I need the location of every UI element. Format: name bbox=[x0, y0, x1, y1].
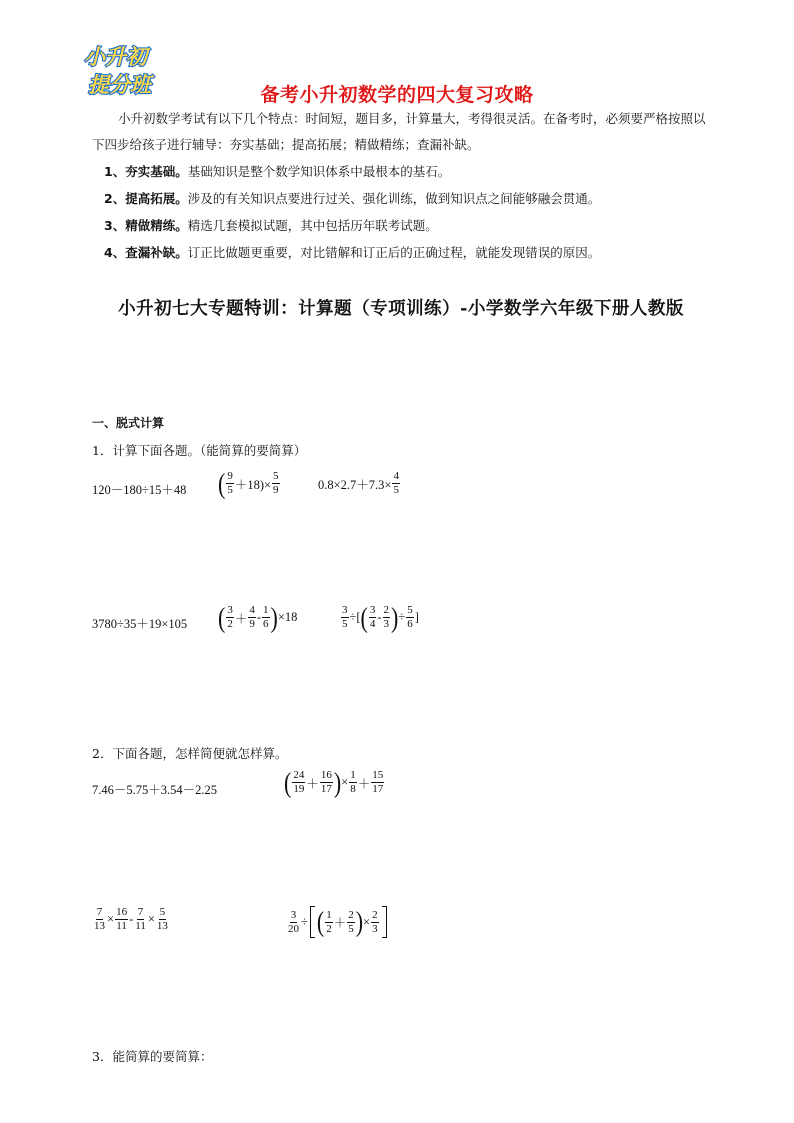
tip-body: 涉及的有关知识点要进行过关、强化训练，做到知识点之间能够融会贯通。 bbox=[187, 191, 601, 206]
tip-body: 订正比做题更重要，对比错解和订正后的正确过程，就能发现错误的原因。 bbox=[187, 245, 601, 260]
tip-head: 4、查漏补缺。 bbox=[104, 245, 188, 260]
tip-head: 2、提高拓展。 bbox=[104, 191, 188, 206]
intro-paragraph bbox=[92, 106, 710, 158]
question-1: 1．计算下面各题。（能简算的要简算） bbox=[92, 443, 307, 458]
expr-4: 3780÷35＋19×105 bbox=[92, 617, 188, 631]
tip-body: 基础知识是整个数学知识体系中最根本的基石。 bbox=[187, 164, 451, 179]
tip-head: 3、精做精练。 bbox=[104, 218, 188, 233]
tip-item-4 bbox=[104, 240, 600, 266]
expr-9: $\frac{7}{13}$ × $\frac{16}{11}$ - $\frac{7}{11}$ × $\frac{5}{13}$ bbox=[94, 906, 168, 932]
question-3: 3．能简算的要简算： bbox=[92, 1049, 213, 1064]
tip-body: 精选几套模拟试题，其中包括历年联考试题。 bbox=[187, 218, 438, 233]
question-2: 2．下面各题，怎样简便就怎样算。 bbox=[92, 746, 288, 761]
section-title: 一、脱式计算 bbox=[92, 416, 165, 430]
expr-6: $\frac{3}{5}$ ÷[ ( 3 4 - 2 3 ) ÷ $\frac{5}{6}$ ] bbox=[342, 600, 419, 634]
expr-8: ( 24 19 ＋ 16 17 ) × $\frac{1}{8}$ ＋ 15 17 bbox=[284, 765, 384, 799]
tip-head: 1、夯实基础。 bbox=[104, 164, 188, 179]
logo-line2: 提分班 bbox=[88, 73, 151, 97]
expr-7: 7.46－5.75＋3.54－2.25 bbox=[92, 783, 218, 797]
expr-10: $\frac{3}{20}$ ÷ ( 1 2 ＋ 2 5 ) × $\frac{2}{3}$ bbox=[286, 906, 389, 938]
logo-line1: 小升初 bbox=[84, 45, 147, 69]
expr-5: ( 3 2 ＋ 4 9 - 1 6 ) ×18 bbox=[218, 600, 298, 634]
expr-3: 0.8×2.7＋7.3× $\frac{4}{5}$ bbox=[318, 470, 399, 496]
tip-item-1 bbox=[104, 159, 450, 185]
promo-title: 备考小升初数学的四大复习攻略 bbox=[260, 84, 534, 106]
expr-1: 120－180÷15＋48 bbox=[92, 483, 187, 497]
intro-text: 小升初数学考试有以下几个特点：时间短，题目多，计算量大，考得很灵活。在备考时，必须要严格按照以下四步给孩子进行辅导：夯实基础；提高拓展；精做精练；查漏补缺。 bbox=[92, 111, 706, 152]
expr-2: ( 9 5 ＋18)× $\frac{5}{9}$ bbox=[218, 466, 279, 500]
tip-item-3 bbox=[104, 213, 438, 239]
tip-item-2 bbox=[104, 186, 600, 212]
main-title: 小升初七大专题特训：计算题（专项训练）-小学数学六年级下册人教版 bbox=[118, 299, 684, 319]
